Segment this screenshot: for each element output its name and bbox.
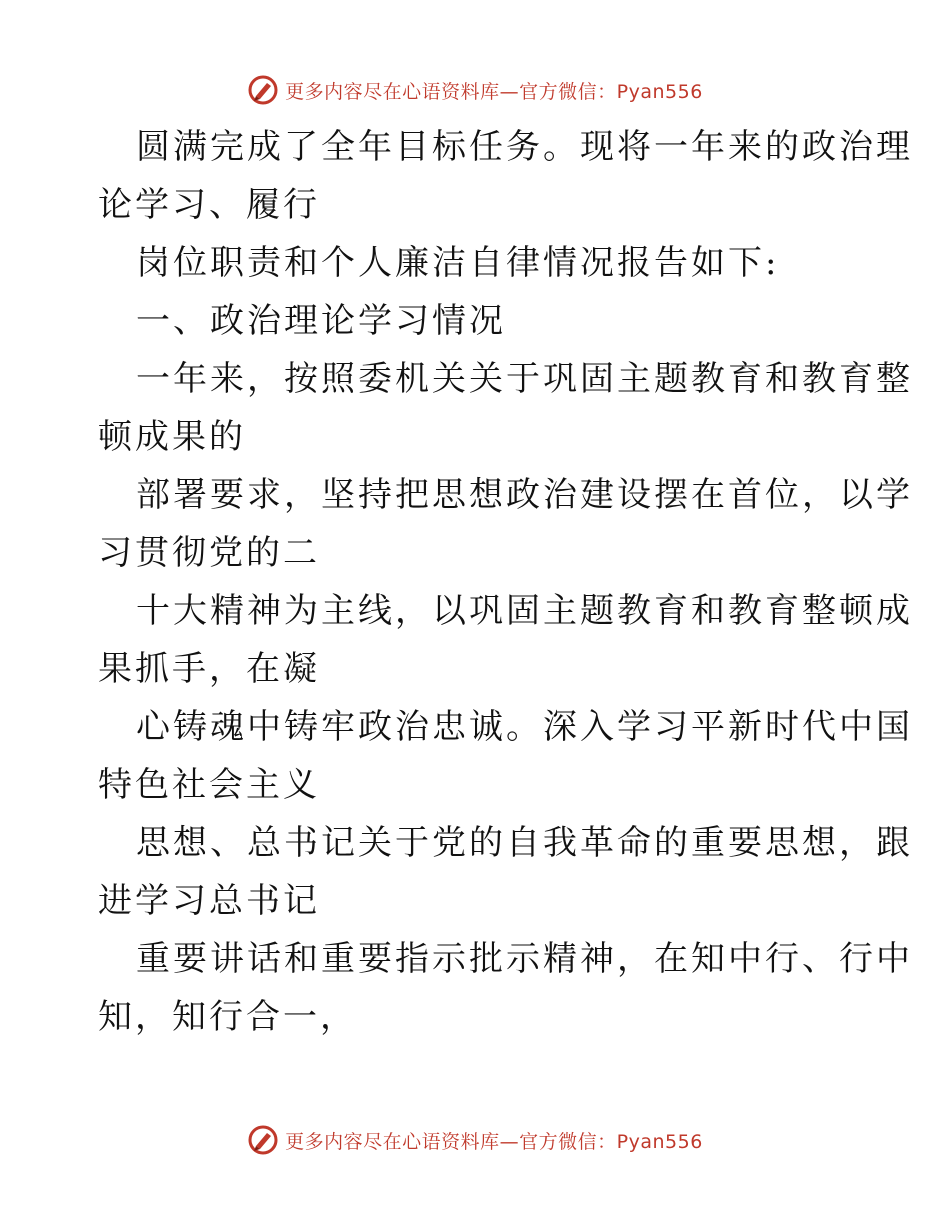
watermark-text: 更多内容尽在心语资料库—官方微信：Pyan556 <box>285 1130 703 1153</box>
text-line: 进学习总书记 <box>98 881 320 921</box>
text-line: 部署要求，坚持把思想政治建设摆在首位，以学 <box>136 475 913 515</box>
text-line: 岗位职责和个人廉洁自律情况报告如下: <box>136 243 780 283</box>
watermark-banner-bottom <box>0 1120 950 1160</box>
document-body <box>98 118 913 1046</box>
text-line: 重要讲话和重要指示批示精神，在知中行、行中 <box>136 939 913 979</box>
text-line: 论学习、履行 <box>98 185 320 225</box>
pen-logo-icon <box>247 74 279 106</box>
text-line: 特色社会主义 <box>98 765 320 805</box>
text-line: 思想、总书记关于党的自我革命的重要思想，跟 <box>136 823 913 863</box>
section-heading: 一、政治理论学习情况 <box>136 301 506 341</box>
text-line: 知，知行合一， <box>98 997 357 1037</box>
text-line: 果抓手，在凝 <box>98 649 320 689</box>
text-line: 习贯彻党的二 <box>98 533 320 573</box>
text-line: 圆满完成了全年目标任务。现将一年来的政治理 <box>136 127 913 167</box>
pen-logo-icon <box>247 1124 279 1156</box>
text-line: 心铸魂中铸牢政治忠诚。深入学习平新时代中国 <box>136 707 913 747</box>
text-line: 十大精神为主线，以巩固主题教育和教育整顿成 <box>136 591 913 631</box>
text-line: 顿成果的 <box>98 417 246 457</box>
watermark-banner-top <box>0 70 950 110</box>
watermark-text: 更多内容尽在心语资料库—官方微信：Pyan556 <box>285 80 703 103</box>
text-line: 一年来，按照委机关关于巩固主题教育和教育整 <box>136 359 913 399</box>
